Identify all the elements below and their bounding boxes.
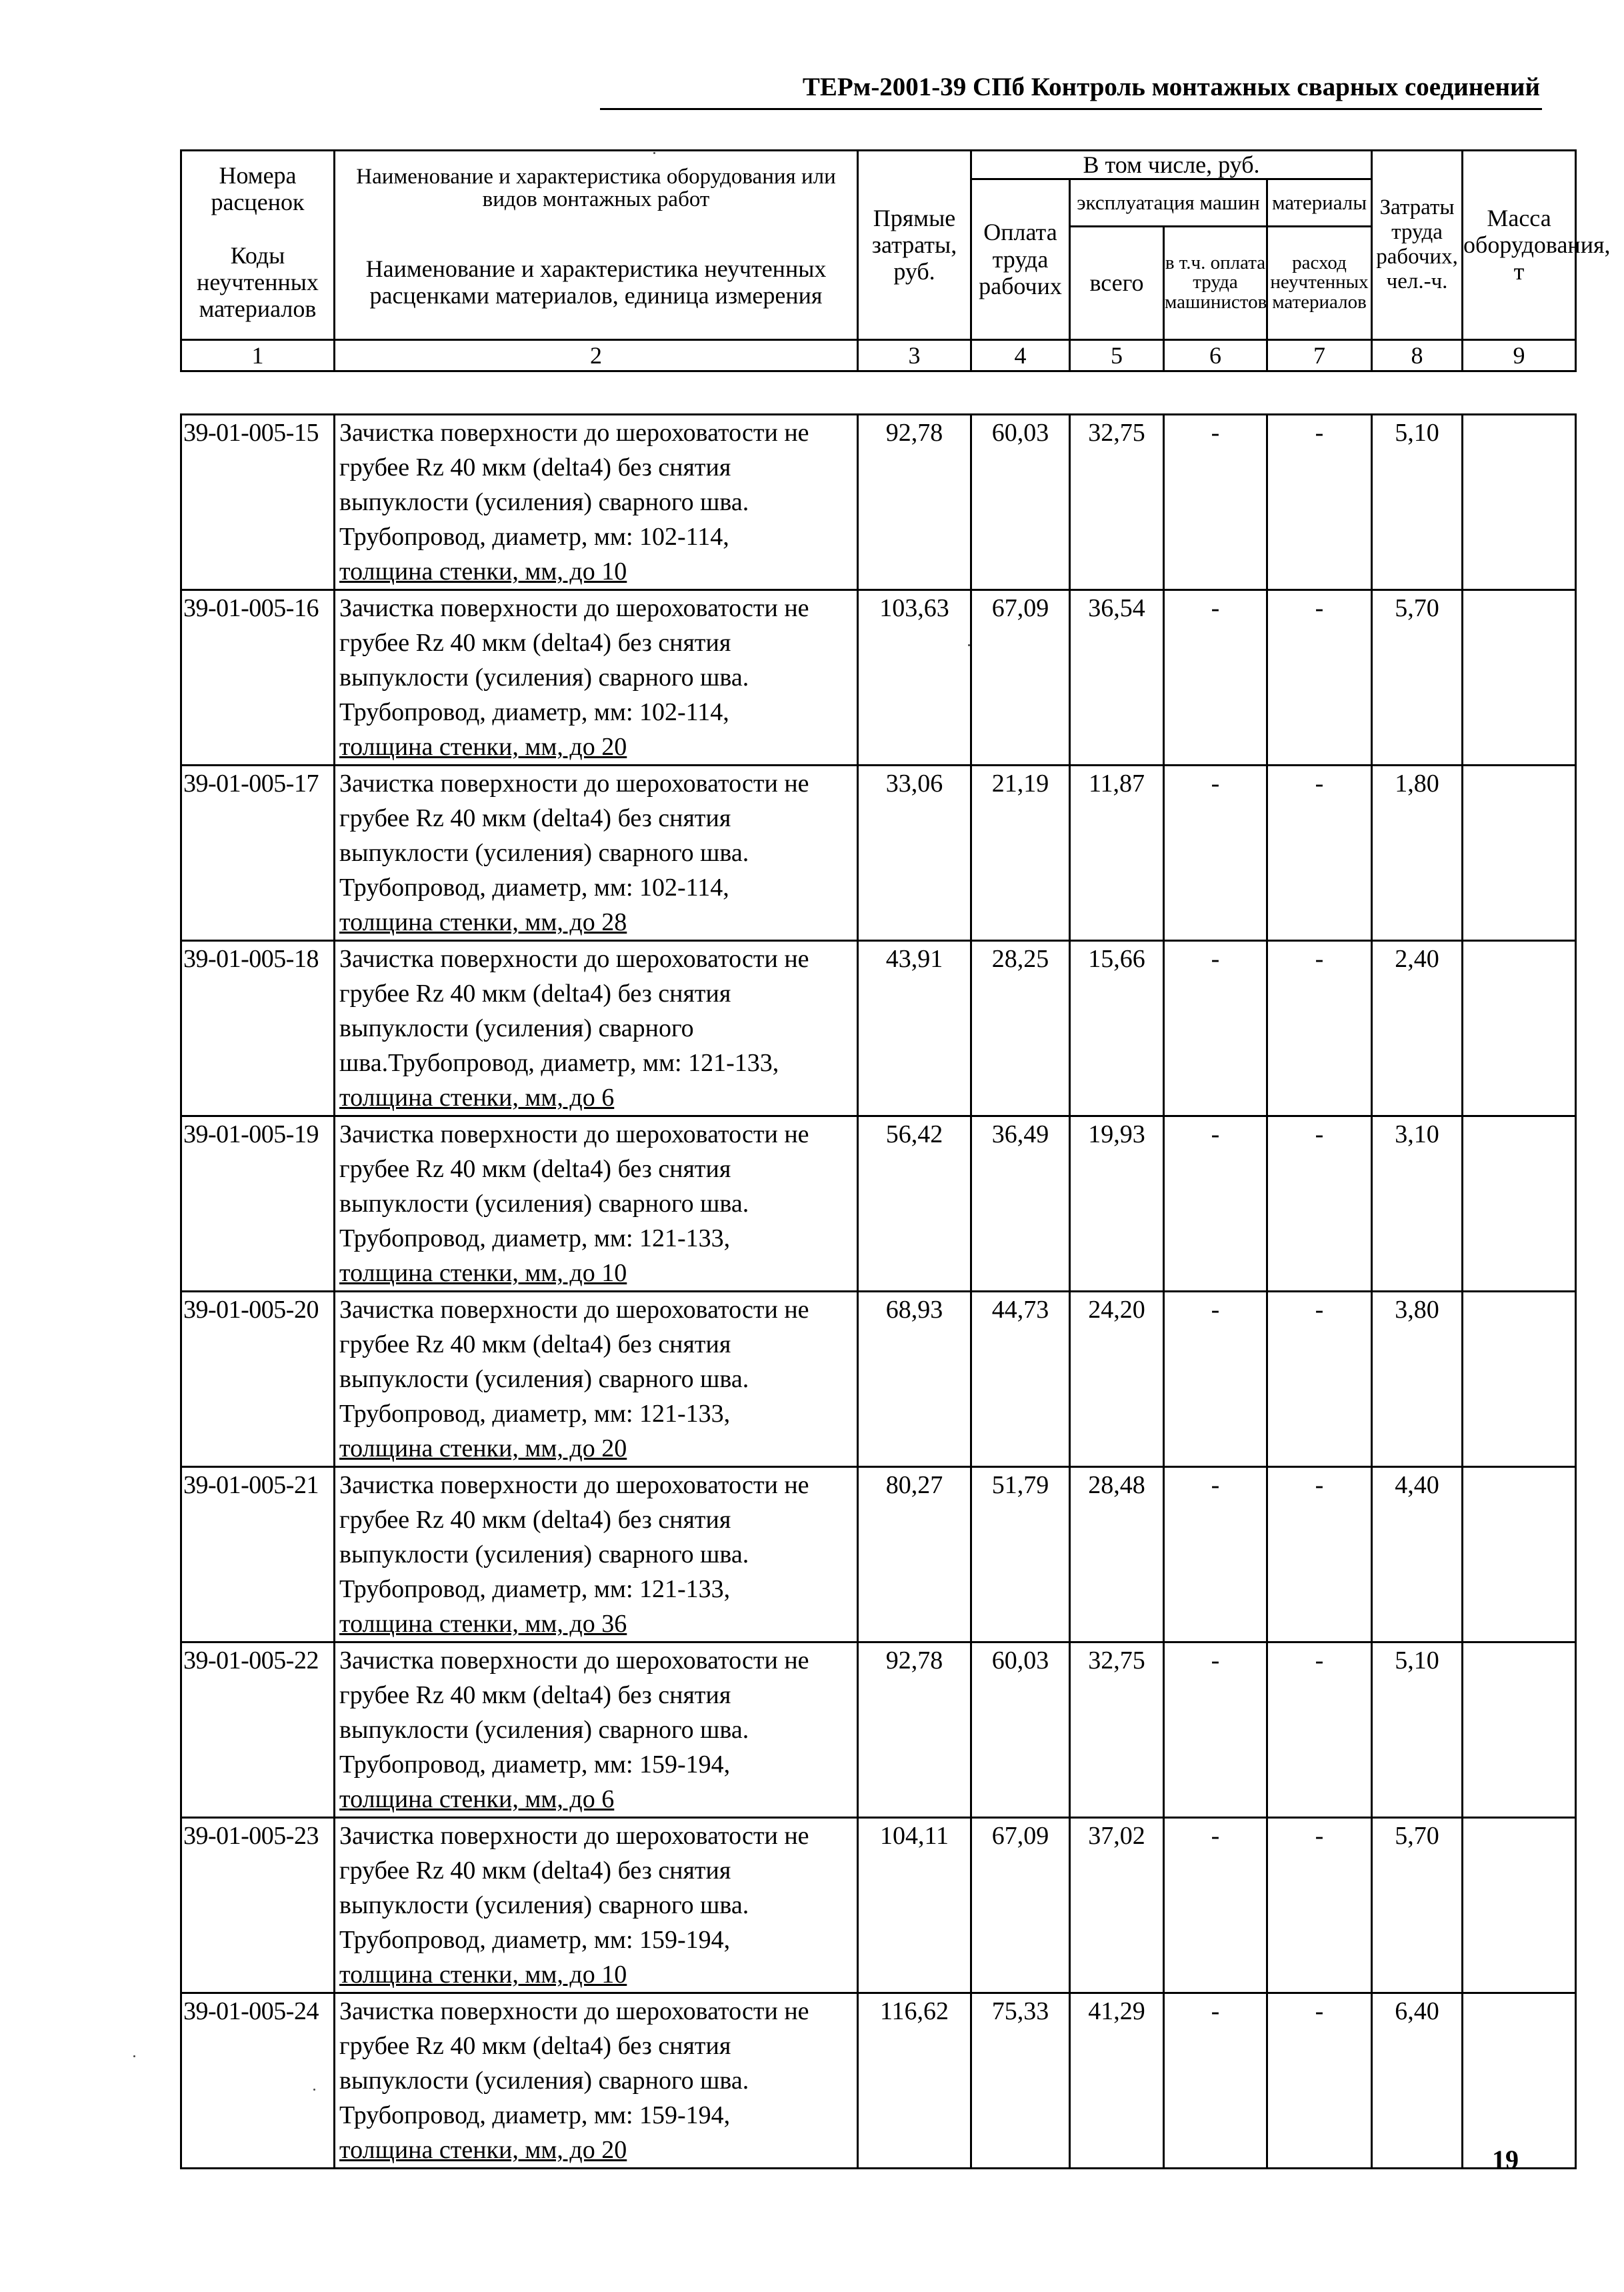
materials-usage: - xyxy=(1267,1467,1372,1642)
machines-total: 32,75 xyxy=(1070,415,1164,590)
equipment-mass xyxy=(1463,1993,1576,2169)
labor-pay: 67,09 xyxy=(971,1818,1070,1993)
direct-costs: 33,06 xyxy=(858,766,971,941)
equipment-mass xyxy=(1463,1116,1576,1292)
col-header-mass: Масса оборудования, т xyxy=(1463,151,1576,340)
header-rule xyxy=(600,108,1542,110)
description-line: толщина стенки, мм, до 10 xyxy=(339,1259,627,1287)
table-row xyxy=(181,1818,1576,1993)
description-line: Зачистка поверхности до шероховатости не xyxy=(339,419,809,447)
machines-total: 41,29 xyxy=(1070,1993,1164,2169)
description-line: выпуклости (усиления) сварного шва. xyxy=(339,488,749,516)
description-line: Зачистка поверхности до шероховатости не xyxy=(339,1471,809,1499)
machines-total: 24,20 xyxy=(1070,1292,1164,1467)
col-header-machines: эксплуатация машин xyxy=(1070,179,1267,226)
labor-pay: 75,33 xyxy=(971,1993,1070,2169)
rate-code: 39-01-005-15 xyxy=(181,415,335,590)
description-line: толщина стенки, мм, до 28 xyxy=(339,908,627,936)
rates-table xyxy=(180,413,1577,2169)
col-number: 3 xyxy=(858,339,971,371)
description-line: толщина стенки, мм, до 6 xyxy=(339,1785,615,1813)
labor-pay: 21,19 xyxy=(971,766,1070,941)
table-row xyxy=(181,590,1576,766)
labor-hours: 3,80 xyxy=(1372,1292,1463,1467)
description-line: Зачистка поверхности до шероховатости не xyxy=(339,1822,809,1850)
labor-hours: 6,40 xyxy=(1372,1993,1463,2169)
materials-usage: - xyxy=(1267,1116,1372,1292)
description-line: грубее Rz 40 мкм (delta4) без снятия xyxy=(339,629,731,657)
labor-pay: 67,09 xyxy=(971,590,1070,766)
equipment-mass xyxy=(1463,1642,1576,1818)
machinists-pay: - xyxy=(1164,1818,1267,1993)
description-line: грубее Rz 40 мкм (delta4) без снятия xyxy=(339,1506,731,1534)
materials-usage: - xyxy=(1267,1993,1372,2169)
equipment-mass xyxy=(1463,590,1576,766)
description-line: Зачистка поверхности до шероховатости не xyxy=(339,945,809,973)
table-row xyxy=(181,1642,1576,1818)
description-line: Трубопровод, диаметр, мм: 121-133, xyxy=(339,1224,731,1252)
col-header-machinists-pay: в т.ч. оплата труда машинистов xyxy=(1164,226,1267,339)
col-header-direct-costs: Прямые затраты, руб. xyxy=(858,151,971,340)
machines-total: 37,02 xyxy=(1070,1818,1164,1993)
description-line: выпуклости (усиления) сварного xyxy=(339,1014,694,1042)
page-number: 19 xyxy=(1492,2145,1519,2175)
description-line: грубее Rz 40 мкм (delta4) без снятия xyxy=(339,804,731,832)
table-row xyxy=(181,415,1576,590)
equipment-mass xyxy=(1463,1467,1576,1642)
description-line: Трубопровод, диаметр, мм: 159-194, xyxy=(339,1926,731,1954)
machinists-pay: - xyxy=(1164,1642,1267,1818)
description-line: выпуклости (усиления) сварного шва. xyxy=(339,839,749,867)
machinists-pay: - xyxy=(1164,590,1267,766)
rate-code: 39-01-005-23 xyxy=(181,1818,335,1993)
labor-pay: 60,03 xyxy=(971,1642,1070,1818)
machines-total: 19,93 xyxy=(1070,1116,1164,1292)
description-line: толщина стенки, мм, до 10 xyxy=(339,557,627,586)
direct-costs: 104,11 xyxy=(858,1818,971,1993)
labor-hours: 5,70 xyxy=(1372,590,1463,766)
description-line: толщина стенки, мм, до 10 xyxy=(339,1961,627,1989)
description-line: Трубопровод, диаметр, мм: 121-133, xyxy=(339,1400,731,1428)
labor-hours: 4,40 xyxy=(1372,1467,1463,1642)
equipment-mass xyxy=(1463,941,1576,1116)
col-number: 7 xyxy=(1267,339,1372,371)
description-line: Трубопровод, диаметр, мм: 159-194, xyxy=(339,1751,731,1779)
labor-pay: 60,03 xyxy=(971,415,1070,590)
running-header: ТЕРм-2001-39 СПб Контроль монтажных сварных соединений xyxy=(802,73,1540,101)
labor-hours: 5,10 xyxy=(1372,415,1463,590)
direct-costs: 92,78 xyxy=(858,1642,971,1818)
materials-usage: - xyxy=(1267,415,1372,590)
description-line: толщина стенки, мм, до 6 xyxy=(339,1084,615,1112)
machinists-pay: - xyxy=(1164,941,1267,1116)
col-number: 8 xyxy=(1372,339,1463,371)
rate-description xyxy=(335,590,858,766)
description-line: выпуклости (усиления) сварного шва. xyxy=(339,664,749,692)
rate-description xyxy=(335,1292,858,1467)
rate-description xyxy=(335,1993,858,2169)
materials-usage: - xyxy=(1267,1818,1372,1993)
description-line: Зачистка поверхности до шероховатости не xyxy=(339,1997,809,2025)
machinists-pay: - xyxy=(1164,1993,1267,2169)
description-line: грубее Rz 40 мкм (delta4) без снятия xyxy=(339,1681,731,1709)
col-number: 9 xyxy=(1463,339,1576,371)
machines-total: 36,54 xyxy=(1070,590,1164,766)
description-line: грубее Rz 40 мкм (delta4) без снятия xyxy=(339,2032,731,2060)
materials-usage: - xyxy=(1267,1642,1372,1818)
direct-costs: 56,42 xyxy=(858,1116,971,1292)
table-row xyxy=(181,1116,1576,1292)
labor-pay: 44,73 xyxy=(971,1292,1070,1467)
description-line: выпуклости (усиления) сварного шва. xyxy=(339,1540,749,1568)
scan-speck xyxy=(133,2055,135,2057)
description-line: Зачистка поверхности до шероховатости не xyxy=(339,1296,809,1324)
labor-hours: 5,10 xyxy=(1372,1642,1463,1818)
labor-hours: 5,70 xyxy=(1372,1818,1463,1993)
direct-costs: 92,78 xyxy=(858,415,971,590)
description-line: выпуклости (усиления) сварного шва. xyxy=(339,1891,749,1919)
description-line: толщина стенки, мм, до 20 xyxy=(339,733,627,761)
col-header-machines-total: всего xyxy=(1070,226,1164,339)
col-header-included: В том числе, руб. xyxy=(971,151,1372,179)
rate-description xyxy=(335,415,858,590)
col-header-labor-pay: Оплата труда рабочих xyxy=(971,179,1070,339)
description-line: грубее Rz 40 мкм (delta4) без снятия xyxy=(339,453,731,481)
col-header-codes: Номера расценок xyxy=(181,151,335,227)
col-number: 1 xyxy=(181,339,335,371)
rate-code: 39-01-005-21 xyxy=(181,1467,335,1642)
rate-code: 39-01-005-20 xyxy=(181,1292,335,1467)
col-header-name: Наименование и характеристика оборудования или видов монтажных работ xyxy=(335,151,858,227)
labor-pay: 51,79 xyxy=(971,1467,1070,1642)
description-line: Трубопровод, диаметр, мм: 121-133, xyxy=(339,1575,731,1603)
description-line: Зачистка поверхности до шероховатости не xyxy=(339,770,809,798)
description-line: выпуклости (усиления) сварного шва. xyxy=(339,1190,749,1218)
description-line: грубее Rz 40 мкм (delta4) без снятия xyxy=(339,1155,731,1183)
equipment-mass xyxy=(1463,415,1576,590)
description-line: выпуклости (усиления) сварного шва. xyxy=(339,1716,749,1744)
machines-total: 11,87 xyxy=(1070,766,1164,941)
rate-description xyxy=(335,1467,858,1642)
labor-hours: 2,40 xyxy=(1372,941,1463,1116)
rate-code: 39-01-005-18 xyxy=(181,941,335,1116)
table-row xyxy=(181,766,1576,941)
description-line: грубее Rz 40 мкм (delta4) без снятия xyxy=(339,1330,731,1358)
scan-speck xyxy=(313,2089,315,2091)
rate-description xyxy=(335,1818,858,1993)
machinists-pay: - xyxy=(1164,1292,1267,1467)
materials-usage: - xyxy=(1267,590,1372,766)
machinists-pay: - xyxy=(1164,1467,1267,1642)
rate-code: 39-01-005-19 xyxy=(181,1116,335,1292)
description-line: выпуклости (усиления) сварного шва. xyxy=(339,2067,749,2095)
labor-pay: 28,25 xyxy=(971,941,1070,1116)
rate-code: 39-01-005-22 xyxy=(181,1642,335,1818)
materials-usage: - xyxy=(1267,941,1372,1116)
description-line: толщина стенки, мм, до 20 xyxy=(339,1434,627,1462)
description-line: Трубопровод, диаметр, мм: 159-194, xyxy=(339,2101,731,2129)
col-header-materials: материалы xyxy=(1267,179,1372,226)
description-line: Трубопровод, диаметр, мм: 102-114, xyxy=(339,874,729,902)
col-header-material-codes: Коды неучтенных материалов xyxy=(181,226,335,339)
materials-usage: - xyxy=(1267,766,1372,941)
table-row xyxy=(181,1467,1576,1642)
col-number: 5 xyxy=(1070,339,1164,371)
description-line: Трубопровод, диаметр, мм: 102-114, xyxy=(339,523,729,551)
direct-costs: 116,62 xyxy=(858,1993,971,2169)
machines-total: 32,75 xyxy=(1070,1642,1164,1818)
column-header-table xyxy=(180,149,1611,372)
description-line: грубее Rz 40 мкм (delta4) без снятия xyxy=(339,1857,731,1885)
materials-usage: - xyxy=(1267,1292,1372,1467)
labor-pay: 36,49 xyxy=(971,1116,1070,1292)
machinists-pay: - xyxy=(1164,1116,1267,1292)
direct-costs: 80,27 xyxy=(858,1467,971,1642)
scan-speck xyxy=(968,644,970,646)
direct-costs: 103,63 xyxy=(858,590,971,766)
scan-speck xyxy=(653,152,655,154)
description-line: Зачистка поверхности до шероховатости не xyxy=(339,1646,809,1674)
direct-costs: 43,91 xyxy=(858,941,971,1116)
equipment-mass xyxy=(1463,766,1576,941)
description-line: Зачистка поверхности до шероховатости не xyxy=(339,1120,809,1148)
description-line: шва.Трубопровод, диаметр, мм: 121-133, xyxy=(339,1049,779,1077)
rate-code: 39-01-005-16 xyxy=(181,590,335,766)
rate-code: 39-01-005-17 xyxy=(181,766,335,941)
machines-total: 28,48 xyxy=(1070,1467,1164,1642)
table-row xyxy=(181,1993,1576,2169)
table-row xyxy=(181,1292,1576,1467)
description-line: грубее Rz 40 мкм (delta4) без снятия xyxy=(339,980,731,1008)
rate-description xyxy=(335,1116,858,1292)
rate-description xyxy=(335,1642,858,1818)
equipment-mass xyxy=(1463,1818,1576,1993)
description-line: выпуклости (усиления) сварного шва. xyxy=(339,1365,749,1393)
labor-hours: 3,10 xyxy=(1372,1116,1463,1292)
description-line: Зачистка поверхности до шероховатости не xyxy=(339,594,809,622)
col-header-material-names: Наименование и характеристика неучтенных расценками материалов, единица измерения xyxy=(335,226,858,339)
description-line: толщина стенки, мм, до 36 xyxy=(339,1610,627,1638)
col-number: 2 xyxy=(335,339,858,371)
rate-code: 39-01-005-24 xyxy=(181,1993,335,2169)
description-line: толщина стенки, мм, до 20 xyxy=(339,2136,627,2164)
machinists-pay: - xyxy=(1164,415,1267,590)
rate-description xyxy=(335,941,858,1116)
col-header-labor-hours: Затраты труда рабочих, чел.-ч. xyxy=(1372,151,1463,340)
col-number: 4 xyxy=(971,339,1070,371)
col-number: 6 xyxy=(1164,339,1267,371)
col-header-materials-usage: расход неучтенных материалов xyxy=(1267,226,1372,339)
description-line: Трубопровод, диаметр, мм: 102-114, xyxy=(339,698,729,726)
direct-costs: 68,93 xyxy=(858,1292,971,1467)
table-row xyxy=(181,941,1576,1116)
labor-hours: 1,80 xyxy=(1372,766,1463,941)
equipment-mass xyxy=(1463,1292,1576,1467)
machinists-pay: - xyxy=(1164,766,1267,941)
rate-description xyxy=(335,766,858,941)
machines-total: 15,66 xyxy=(1070,941,1164,1116)
